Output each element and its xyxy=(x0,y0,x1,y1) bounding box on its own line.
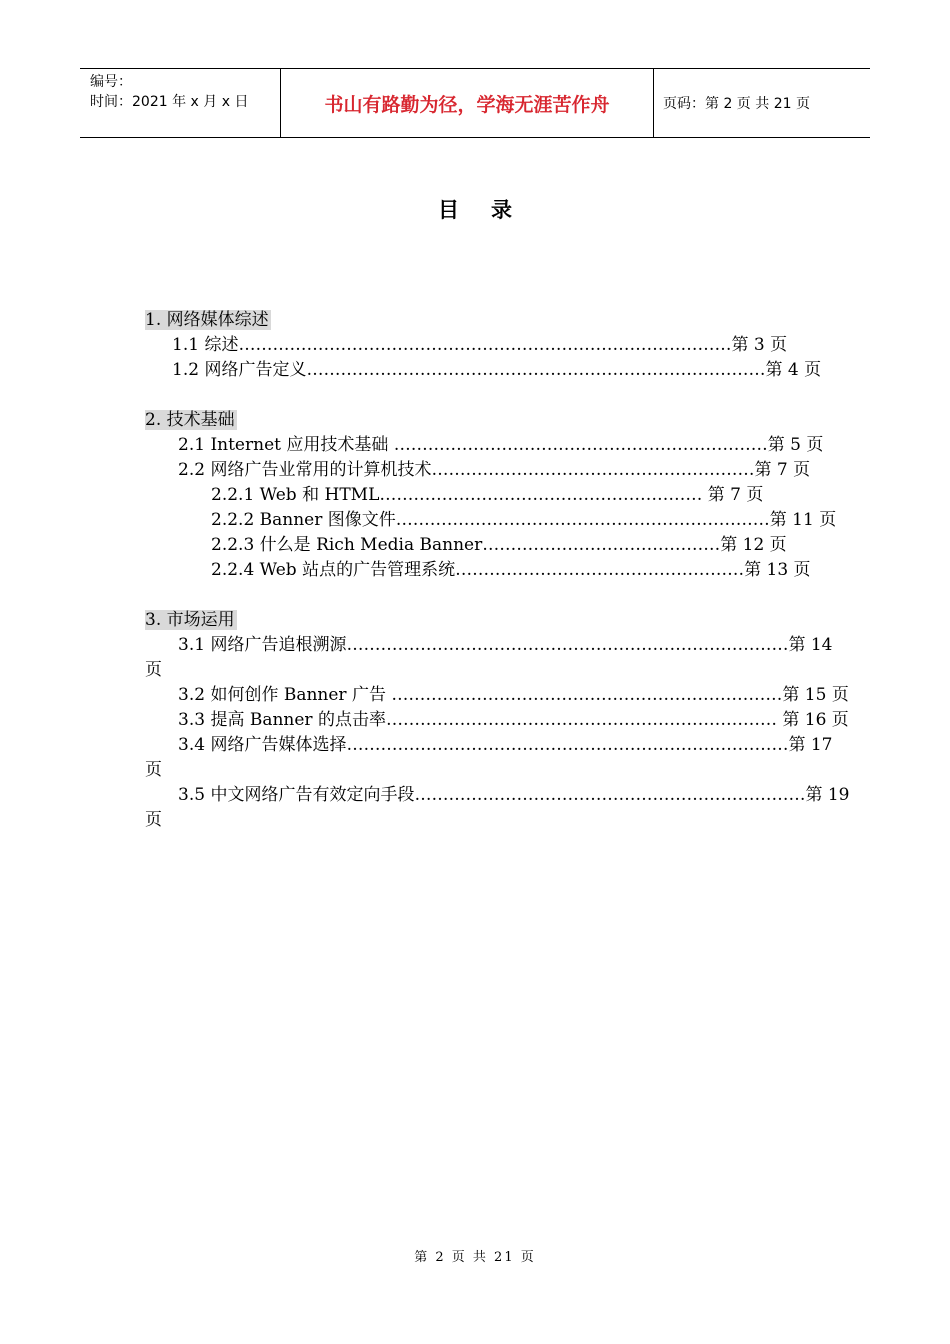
toc-entry[interactable]: 3.3 提高 Banner 的点击率…………………………………………………………… 第 16 页 xyxy=(178,710,849,730)
toc-section-heading[interactable]: 3. 市场运用 xyxy=(145,610,235,630)
toc-section-heading[interactable]: 2. 技术基础 xyxy=(145,410,235,430)
toc-entry[interactable]: 2.2.4 Web 站点的广告管理系统……………………………………………第 13 页 xyxy=(211,560,811,580)
toc-entry[interactable]: 2.2.1 Web 和 HTML………………………………………………… 第 7 页 xyxy=(211,485,764,505)
toc-entry-wrap: 页 xyxy=(145,810,162,830)
toc-entry[interactable]: 2.2 网络广告业常用的计算机技术…………………………………………………第 7 页 xyxy=(178,460,811,480)
toc-entry[interactable]: 2.2.3 什么是 Rich Media Banner……………………………………第 12 页 xyxy=(211,535,787,555)
toc-entry[interactable]: 2.2.2 Banner 图像文件…………………………………………………………第 11 页 xyxy=(211,510,837,530)
toc-section-heading[interactable]: 1. 网络媒体综述 xyxy=(145,310,269,330)
toc-entry[interactable]: 1.1 综述……………………………………………………………………………第 3 页 xyxy=(172,335,788,355)
page-footer: 第 2 页 共 21 页 xyxy=(414,1250,536,1265)
header-motto: 书山有路勤为径，学海无涯苦作舟 xyxy=(281,69,654,137)
page-header xyxy=(80,68,870,138)
toc-entry-wrap: 页 xyxy=(145,760,162,780)
time-label: 时间：2021 年 x 月 x 日 xyxy=(90,94,249,110)
toc-entry[interactable]: 3.4 网络广告媒体选择……………………………………………………………………第 17 xyxy=(178,735,833,755)
toc-entry-wrap: 页 xyxy=(145,660,162,680)
number-label: 编号： xyxy=(90,74,132,90)
toc-entry[interactable]: 3.1 网络广告追根溯源……………………………………………………………………第 14 xyxy=(178,635,833,655)
page-title: 目录 xyxy=(438,198,544,222)
toc-entry[interactable]: 3.2 如何创作 Banner 广告 ……………………………………………………………第 15 页 xyxy=(178,685,849,705)
header-meta xyxy=(80,69,281,137)
toc-entry[interactable]: 3.5 中文网络广告有效定向手段……………………………………………………………第 19 xyxy=(178,785,850,805)
toc-entry[interactable]: 2.1 Internet 应用技术基础 …………………………………………………………第 5 页 xyxy=(178,435,824,455)
header-page-info: 页码：第 2 页 共 21 页 xyxy=(663,96,810,112)
toc-entry[interactable]: 1.2 网络广告定义………………………………………………………………………第 4 页 xyxy=(172,360,822,380)
